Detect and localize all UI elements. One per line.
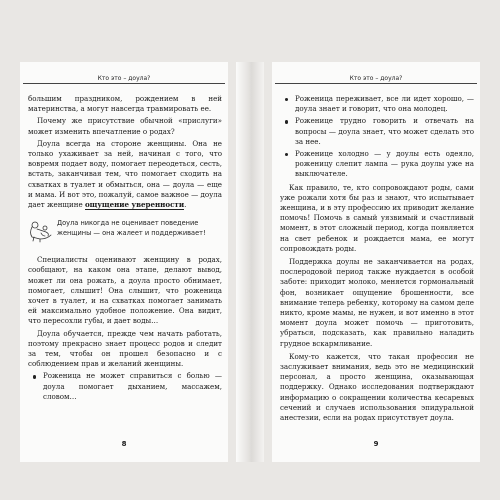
running-head: Кто это – доула? (349, 75, 403, 82)
bullet-list (280, 94, 474, 180)
list-item (280, 94, 474, 114)
bullet-icon (33, 375, 36, 378)
bullet-list (28, 371, 222, 402)
list-item (28, 371, 222, 402)
paragraph-text: Доула всегда на стороне женщины. Она не только ухаживает за ней, начиная с того, что вовремя подает воду, помогает переодеться, сесть, встать, заканчивая тем, что помогает сходить на схватках в туалет и обмыться, она — доула — еще и мама. И вот это, пожалуй, самое важное — доула дает женщине (28, 138, 222, 210)
paragraph (28, 139, 222, 210)
paragraph: Специалисты оценивают женщину в родах, сообщают, на каком она этапе, делают вывод, может ли она рожать, а доула просто обнимает, помогает, слышит! Она слышит, что роженица хочет в туалет, и на схватках помогает занимать ей максимально удобное положение. Она видит, что пересохли губы, и дает воды… (28, 255, 222, 326)
list-item-text: Роженице трудно говорить и отвечать на вопросы — доула знает, что может сделать это за нее. (295, 116, 474, 146)
page-number: 9 (373, 440, 379, 448)
paragraph: Почему же присутствие обычной «прислуги» может изменить впечатление о родах? (28, 116, 222, 136)
page-body (28, 94, 222, 402)
list-item (280, 149, 474, 180)
mother-and-baby-icon (28, 219, 54, 243)
list-item-text: Роженица переживает, все ли идет хорошо, — доула знает и говорит, что она молодец. (295, 94, 474, 114)
bullet-icon (285, 153, 288, 156)
left-page (20, 62, 228, 462)
page-body (280, 94, 474, 423)
header-rule (23, 83, 225, 84)
callout-text: Доула никогда не оценивает поведение женщины — она жалеет и поддерживает! (57, 219, 206, 237)
paragraph: Поддержка доулы не заканчивается на родах, послеродовой период также нуждается в особой заботе: приходит молоко, меняется гормональный фон, возникает ощущение брошенности, все внимание теперь ребенку, которому на самом деле никто, кроме мамы, не нужен, и вот именно в этот момент доула может помочь — приготовить, убраться, подсказать, как правильно наладить грудное вскармливание. (280, 257, 474, 348)
running-head: Кто это – доула? (97, 75, 151, 82)
paragraph: Доула обучается, прежде чем начать работать, поэтому прекрасно знает процесс родов и следит за тем, чтобы он прошел безопасно и с соблюдением прав и желаний женщины. (28, 328, 222, 369)
paragraph-end: . (184, 200, 187, 210)
callout (28, 219, 222, 243)
list-item-text: Роженице холодно — у доулы есть одеяло, роженицу слепит лампа — рука доулы уже на выключателе. (295, 149, 474, 179)
bullet-icon (285, 98, 288, 101)
paragraph: Как правило, те, кто сопровождают роды, сами уже рожали хотя бы раз и знают, что испытывает женщина, и в эту профессию их приводит желание помочь! Помочь в самый уязвимый и счастливый момент, в этот сложный период, когда появляется на свет ребенок и рождается мама, ее могут сопровождать роды. (280, 182, 474, 253)
header-rule (275, 83, 477, 84)
right-page (272, 62, 480, 462)
list-item-text: Роженица не может справиться с болью — доула помогает дыханием, массажем, словом… (43, 371, 222, 401)
emphasis-text: ощущение уверенности (84, 200, 185, 210)
book-gutter (236, 62, 264, 462)
list-item (280, 116, 474, 147)
page-number: 8 (121, 440, 127, 448)
bullet-icon (285, 120, 288, 123)
paragraph: большим праздником, рождением в ней материнства, а могут навсегда травмировать ее. (28, 94, 222, 114)
paragraph: Кому-то кажется, что такая профессия не заслуживает внимания, ведь это не медицинский персонал, а просто женщина, оказывающая поддержку. Однако исследования подтверждают информацию о сокращении количества кесаревых сечений и случаев использования эпидуральной анестезии, если на родах присутствует доула. (280, 351, 474, 423)
